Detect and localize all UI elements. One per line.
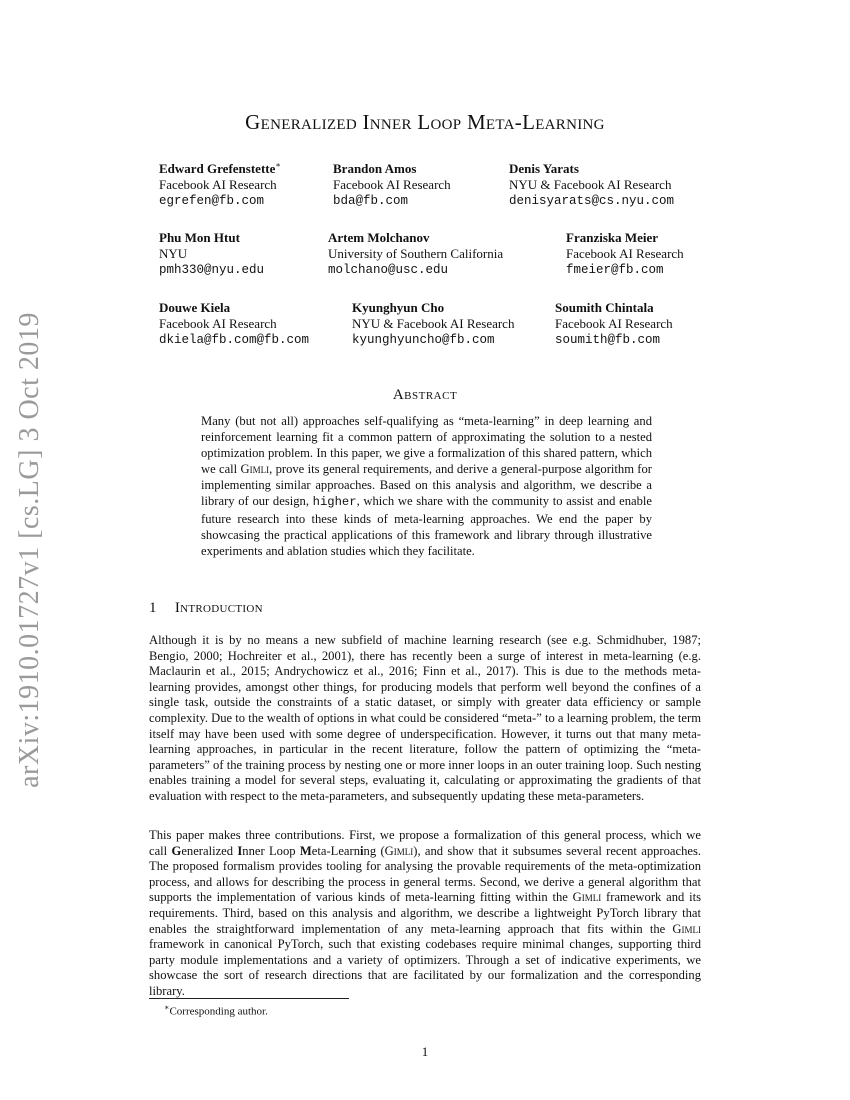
author-affiliation: NYU & Facebook AI Research [352, 316, 515, 331]
author-affiliation: NYU [159, 246, 188, 261]
page-number: 1 [421, 1044, 429, 1059]
author-affiliation: NYU & Facebook AI Research [509, 177, 672, 192]
author-name: Artem Molchanov [328, 230, 430, 245]
author-block [555, 300, 673, 348]
author-block [159, 300, 309, 348]
author-affiliation: Facebook AI Research [555, 316, 673, 331]
intro-paragraph-1: Although it is by no means a new subfield of machine learning research (see e.g. Schmidhuber, 1987; Bengio, 2000; Hochreiter et al., 2001), there has recently been a surge of interest in meta-learning (e.g. Maclaurin et al., 2015; Andrychowicz et al., 2016; Finn et al., 2017). This is due to the methods meta-learning provides, amongst other things, for producing models that perform well beyond the confines of a single task, outside the constraints of a static dataset, or simply with greater data efficiency or sample complexity. Due to the wealth of options in what could be considered “meta-” to a learning problem, the term itself may have been used with some degree of underspecification. However, it turns out that many meta-learning approaches, in particular in the recent literature, follow the pattern of optimizing the “meta-parameters” of the training process by nesting one or more inner loops in an outer training loop. Such nesting enables training a model for several steps, evaluating it, calculating or approximating the gradients of that evaluation with respect to the meta-parameters, and subsequently updating these meta-parameters. [149, 633, 701, 803]
section-heading [149, 600, 263, 617]
author-email: bda@fb.com [333, 194, 409, 208]
author-block [509, 161, 674, 209]
author-email: denisyarats@cs.nyu.com [509, 194, 675, 208]
abstract-heading: Abstract [392, 387, 458, 403]
intro-paragraph-2: This paper makes three contributions. First, we propose a formalization of this general process, which we call Generalized Inner Loop Meta-Learning (Gimli), and show that it subsumes several recent approaches. The proposed formalism provides tooling for analysing the provable requirements of the meta-optimization process, and allows for describing the process in general terms. Second, we derive a general algorithm that supports the implementation of various kinds of meta-learning fitting within the Gimli framework and its requirements. Third, based on this analysis and algorithm, we describe a lightweight PyTorch library that enables the straightforward implementation of any meta-learning approach that fits within the Gimli framework in canonical PyTorch, such that existing codebases require minimal changes, supporting third party module implementations and a variety of optimizers. Through a set of indicative experiments, we showcase the sort of research directions that are facilitated by our formalization and the corresponding library. [149, 828, 702, 998]
arxiv-stamp-text: arXiv:1910.01727v1 [cs.LG] 3 Oct 2019 [14, 312, 46, 788]
author-name: Douwe Kiela [159, 300, 231, 315]
author-block [328, 230, 503, 278]
author-affiliation: Facebook AI Research [566, 246, 684, 261]
abstract-body: Many (but not all) approaches self-qualifying as “meta-learning” in deep learning and reinforcement learning fit a common pattern of approximating the solution to a nested optimization problem. In this paper, we give a formalization of this shared pattern, which we call Gimli, prove its general requirements, and derive a general-purpose algorithm for implementing similar approaches. Based on this analysis and algorithm, we describe a library of our design, higher, which we share with the community to assist and enable future research into these kinds of meta-learning approaches. We end the paper by showcasing the practical applications of this framework and library through illustrative experiments and ablation studies which they facilitate. [201, 414, 652, 558]
author-email: fmeier@fb.com [566, 263, 664, 277]
author-block [566, 230, 684, 278]
section-title: Introduction [174, 600, 263, 616]
library-name: higher [312, 495, 357, 510]
author-affiliation: University of Southern California [328, 246, 504, 261]
author-block [352, 300, 514, 348]
author-name: Edward Grefenstette∗ [159, 160, 281, 176]
arxiv-stamp [5, 312, 55, 788]
author-email: dkiela@fb.com@fb.com [159, 333, 310, 347]
author-name: Phu Mon Htut [159, 230, 240, 245]
author-block [159, 230, 264, 278]
author-email: pmh330@nyu.edu [159, 263, 265, 277]
gimli-term: Gimli [240, 462, 270, 477]
author-name: Kyunghyun Cho [352, 300, 445, 315]
author-email: egrefen@fb.com [159, 194, 265, 208]
author-name: Franziska Meier [566, 230, 659, 245]
author-name: Soumith Chintala [555, 300, 654, 315]
section-number: 1 [149, 600, 157, 616]
author-name: Brandon Amos [333, 161, 417, 176]
author-email: kyunghyuncho@fb.com [352, 333, 495, 347]
footnote: ∗Corresponding author. [164, 1003, 268, 1018]
author-affiliation: Facebook AI Research [159, 177, 277, 192]
author-email: soumith@fb.com [555, 333, 661, 347]
author-affiliation: Facebook AI Research [159, 316, 277, 331]
author-block [333, 161, 451, 209]
author-affiliation: Facebook AI Research [333, 177, 451, 192]
author-name: Denis Yarats [509, 161, 579, 176]
author-email: molchano@usc.edu [328, 263, 449, 277]
footnote-rule [149, 998, 349, 999]
paper-title: Generalized Inner Loop Meta-Learning [245, 110, 605, 134]
author-block [159, 161, 281, 209]
